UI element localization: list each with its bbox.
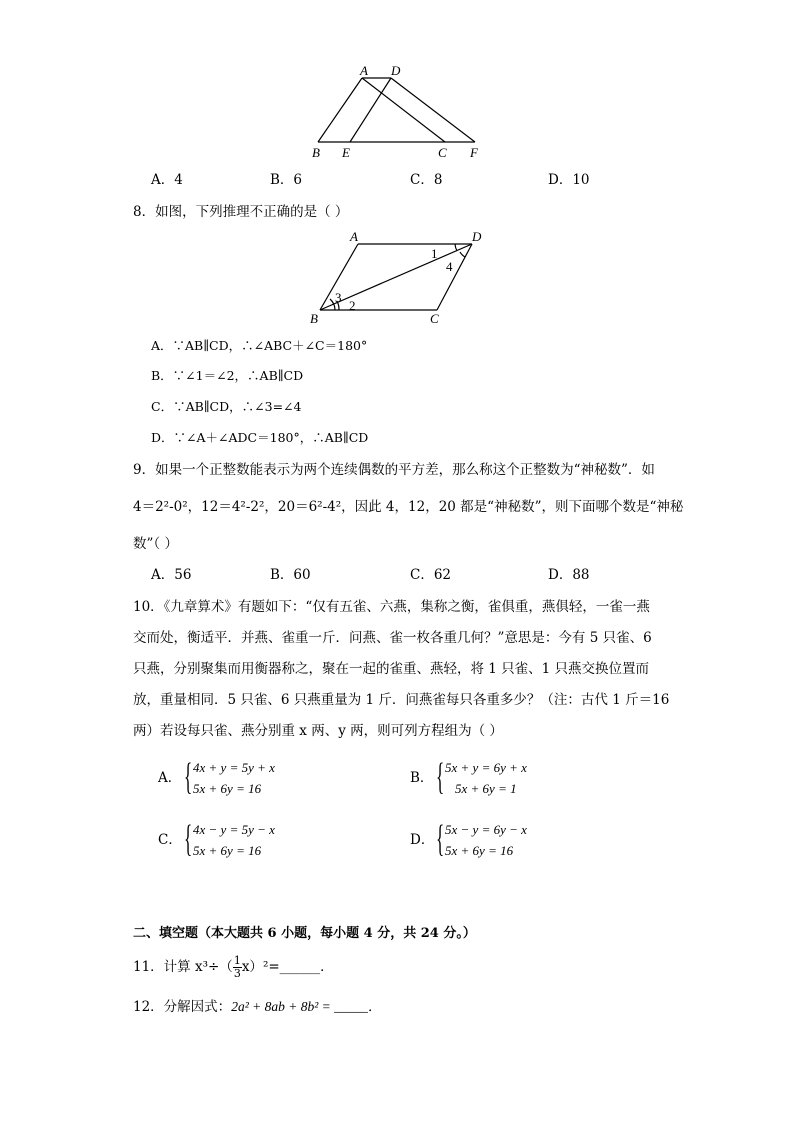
q10-option-c-brace: { [184, 818, 193, 860]
q11-frac-den: 3 [233, 967, 241, 980]
fig8-angle-2: 2 [349, 298, 356, 313]
fig8-angle-4: 4 [446, 259, 453, 274]
fig8-angle-3: 3 [335, 290, 342, 305]
q10-line-2: 交而处，衡适平．并燕、雀重一斤．问燕、雀一枚各重几何？”意思是：今有 5 只雀、6 [133, 630, 652, 646]
q8-option-c[interactable]: C．∵AB∥CD，∴∠3=∠4 [151, 399, 302, 414]
q8-option-d[interactable]: D．∵∠A＋∠ADC＝180°，∴AB∥CD [151, 430, 369, 445]
fig8-angle-1: 1 [431, 246, 438, 261]
fig7-label-b: B [312, 145, 320, 160]
q10-option-a-eq1: 4x + y = 5y + x [193, 760, 275, 775]
q10-option-d-eq1: 5x − y = 6y − x [445, 822, 527, 837]
section-2-title: 二、填空题（本大题共 6 小题，每小题 4 分，共 24 分。） [133, 926, 476, 941]
q10-option-a-brace: { [184, 756, 193, 798]
q9-option-b[interactable]: B．60 [270, 567, 311, 583]
q10-option-d-brace: { [436, 818, 445, 860]
q10-line-1: 10．《九章算术》有题如下：“仅有五雀、六燕，集称之衡，雀俱重，燕俱轻，一雀一燕 [133, 599, 650, 615]
q10-option-c-eq1: 4x − y = 5y − x [193, 822, 275, 837]
q7-option-d[interactable]: D．10 [548, 172, 590, 188]
q10-option-b-label: B． [410, 770, 434, 786]
q10-option-c-eq2: 5x + 6y = 16 [193, 843, 262, 858]
q7-option-c[interactable]: C．8 [410, 172, 443, 188]
fig7-label-e: E [342, 145, 350, 160]
q11 [133, 953, 334, 981]
fig8-label-d: D [472, 229, 482, 244]
q11-suffix: ²=______． [262, 959, 334, 975]
fig8-label-b: B [310, 311, 318, 326]
q10-option-b-eq2: 5x + 6y = 1 [455, 781, 517, 796]
q9-line-2: 4＝2²-0²，12＝4²-2²，20＝6²-4²，因此 4，12，20 都是“神秘数”，则下面哪个数是“神秘 [133, 499, 684, 515]
q11-frac-num: 1 [233, 954, 241, 968]
q11-prefix: 11．计算 x³÷（ [133, 959, 233, 975]
q9-line-3: 数”（ ） [133, 536, 178, 552]
fig7-label-c: C [438, 145, 447, 160]
q10-option-a-label: A． [158, 770, 182, 786]
q8-option-a[interactable]: A．∵AB∥CD，∴∠ABC＋∠C＝180° [151, 338, 368, 353]
q9-option-d[interactable]: D．88 [548, 567, 590, 583]
q10-option-b-brace: { [436, 756, 445, 798]
fig8-label-c: C [430, 311, 439, 326]
fig8-label-a: A [350, 229, 358, 244]
q12-prefix: 12．分解因式： [133, 999, 232, 1015]
q10-option-b-eq1: 5x + y = 6y + x [445, 760, 527, 775]
q10-option-c-label: C． [158, 832, 182, 848]
fig7-label-d: D [391, 63, 401, 78]
fig7-label-a: A [360, 63, 368, 78]
fig7-label-f: F [470, 145, 478, 160]
q12-expression: 2a² + 8ab + 8b² = _____． [231, 999, 382, 1014]
q10-option-a-eq2: 5x + 6y = 16 [193, 781, 262, 796]
q8-figure [300, 222, 500, 332]
q10-line-3: 只燕，分别聚集而用衡器称之，聚在一起的雀重、燕轻，将 1 只雀、1 只燕交换位置而 [133, 661, 650, 677]
q10-line-5: 两）若设每只雀、燕分别重 x 两、y 两，则可列方程组为（ ） [133, 723, 503, 739]
q9-option-c[interactable]: C．62 [410, 567, 452, 583]
q11-mid: x） [241, 959, 263, 975]
q10-option-d-eq2: 5x + 6y = 16 [445, 843, 514, 858]
q12 [133, 1000, 381, 1015]
q8-option-b[interactable]: B．∵∠1＝∠2，∴AB∥CD [151, 368, 304, 383]
q9-option-a[interactable]: A．56 [151, 567, 192, 583]
q10-option-d-label: D． [410, 832, 435, 848]
q7-figure [300, 60, 500, 165]
q7-option-b[interactable]: B．6 [270, 172, 303, 188]
q7-option-a[interactable]: A．4 [151, 172, 183, 188]
q9-line-1: 9．如果一个正整数能表示为两个连续偶数的平方差，那么称这个正整数为“神秘数”．如 [133, 462, 655, 478]
q8-stem: 8．如图，下列推理不正确的是（ ） [133, 204, 349, 220]
q10-line-4: 放，重量相同．5 只雀、6 只燕重量为 1 斤．问燕雀每只各重多少？（注：古代 1 斤＝16 [133, 692, 670, 708]
q11-fraction [233, 955, 242, 979]
